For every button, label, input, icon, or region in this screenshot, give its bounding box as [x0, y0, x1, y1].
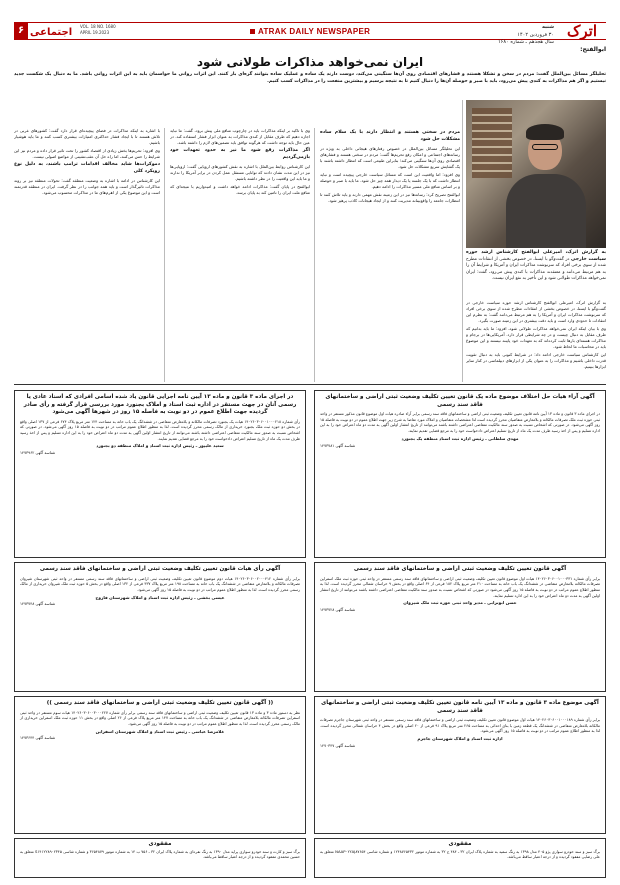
lost-notice	[314, 838, 606, 878]
person-body-shape	[506, 174, 586, 248]
column-heading: اگر مذاکرات رفع شود ما نیز به حدود تعهدات خود بازمی‌گردیم	[170, 148, 310, 161]
weekday: شنبه	[541, 24, 554, 30]
notice-title: (( آگهی قانون تعیین تکلیف وضعیت ثبتی اراضی و ساختمانهای فاقد سند رسمی ))	[46, 700, 274, 706]
column-divider	[314, 128, 315, 382]
notice-code: شناسه آگهی ۱۴۷۳۹۶۲	[20, 450, 56, 456]
paper-name	[250, 27, 370, 38]
article-headline: ایران نمی‌خواهد مذاکرات طولانی شود	[196, 55, 424, 69]
notice-code: شناسه آگهی ۱۴۷۳۷۲۸	[320, 606, 356, 612]
notice-title: آگهی آراء هیات حل اختلاف موضوع ماده یک قانون تعیین تکلیف وضعیت ثبتی اراضی و ساختمانهای فاقد سند رسمی	[325, 394, 595, 408]
photo-caption	[466, 250, 606, 282]
legal-notice	[314, 390, 606, 558]
notice-signature: عیسی بخشی ـ رئیس اداره ثبت اسناد و املاک شهرستان فاروج	[95, 594, 225, 600]
column-divider	[462, 100, 463, 382]
lost-notice-body: برگ سبز و کارت و سند خودرو سواری پراید مدل ۱۳۹۰ به رنگ نقره‌ای به شماره پلاک ایران ۳۲ ـ ۷۵۶ ب ۱۴ به شماره موتور ۳۶۵۴۸۷۹ و شماره شاسی S۱۴۱۲۲۸۹۰۲۳۴۵ متعلق به حسین محمدی مفقود گردیده و از درجه اعتبار ساقط می‌باشد.	[20, 848, 300, 860]
paragraph: ابوالفتح تصریح کرد: رسانه‌ها نیز در این زمینه نقش مهمی دارند و باید تلاش کنند تا انتظارات جامعه را واقع‌بینانه مدیریت کنند و از ایجاد هیجانات کاذب پرهیز شود.	[320, 192, 460, 204]
paragraph: وی افزود: اما واقعیت این است که مسائل سیاست خارجی پیچیده است و نباید انتظار داشت که با یک جلسه یا یک دیدار همه چیز حل شود. ما باید با صبر و حوصله و بر اساس منافع ملی مسیر مذاکرات را ادامه دهیم.	[320, 172, 460, 190]
date-block	[498, 24, 554, 47]
notice-signature: غلامرضا عباسی ـ رئیس ثبت اسناد و املاک شهرستان اسفراین	[95, 728, 225, 734]
article-column-1	[466, 300, 606, 382]
article-column-2	[320, 128, 460, 382]
legal-notice	[14, 696, 306, 834]
notice-body: در اجرای ماده ۳ قانون و ماده ۱۳ آیین نامه قانون تعیین تکلیف وضعیت ثبتی اراضی و ساختمانهای فاقد سند رسمی برابر آراء صادره هیات اول موضوع قانون مذکور مستقر در واحد ثبتی حوزه ثبت ملک تصرفات مالکانه و بلامعارض متقاضیان محرز گردیده است لذا مشخصات متقاضیان و املاک مورد تقاضا به شرح زیر جهت اطلاع عموم در دو نوبت به فاصله ۱۵ روز آگهی می‌شود. در صورتی که اشخاص نسبت به صدور سند مالکیت متقاضی اعتراضی داشته باشند می‌توانند از تاریخ انتشار اولین آگهی به مدت دو ماه اعتراض خود را به این اداره تسلیم و پس از اخذ رسید ظرف مدت یک ماه از تاریخ تسلیم اعتراض دادخواست خود را به مرجع قضایی تقدیم نمایند.	[320, 411, 601, 434]
lost-notice	[14, 838, 306, 878]
notice-body: نظر به دستور ماده ۳ و ماده ۱۳ قانون تعیین تکلیف وضعیت ثبتی اراضی و ساختمانهای فاقد سند رسمی برابر رأی شماره ۱۴۰۲۶۰۳۰۶۰۰۳۰۰۰۲۲۷ هیات سوم مستقر در واحد ثبتی اسفراین تصرفات مالکانه بلامعارض متقاضی در ششدانگ یک باب خانه به مساحت ۱۴۷ متر مربع پلاک فرعی از ۲۶ اصلی واقع در بخش ۱۱ حوزه ثبت ملک اسفراین خریداری از مالک رسمی محرز گردیده است. لذا به منظور اطلاع عموم مراتب در دو نوبت به فاصله ۱۵ روز آگهی می‌شود.	[20, 709, 300, 726]
newspaper-logo: اترک	[566, 22, 598, 40]
interviewee-photo	[466, 100, 606, 248]
square-icon	[250, 29, 255, 34]
person-hair-shape	[526, 124, 564, 140]
article-column-3	[170, 128, 310, 382]
notice-signature: اداره ثبت اسناد و املاک شهرستان جاجرم	[417, 736, 503, 742]
notice-body: رأی شماره ۱۴۰۲۶۰۳۰۶۰۰۱۰۰۰۲۱۸ هیات یک بجنورد تصرفات مالکانه و بلامعارض متقاضی در ششدانگ یک باب خانه به مساحت ۱۲۴ متر مربع پلاک ۶۷۴ فرعی از ۱۳۷ اصلی واقع در بخش دو حوزه ثبت ملک بجنورد خریداری از مالک رسمی محرز گردیده است. لذا به منظور اطلاع عموم مراتب در دو نوبت به فاصله ۱۵ روز آگهی می‌شود. در صورتی که اشخاص نسبت به صدور سند مالکیت متقاضی اعتراضی داشته باشند می‌توانند از تاریخ انتشار اولین آگهی به مدت دو ماه اعتراض خود را به این اداره تسلیم و پس از اخذ رسید ظرف مدت یک ماه از تاریخ تسلیم اعتراض دادخواست خود را به مرجع قضایی تقدیم نمایند.	[20, 418, 300, 441]
notice-code: شناسه آگهی ۱۴۷۳۷۸۱	[320, 442, 356, 448]
issue-number: سال هجدهم ـ شماره ۱۶۸۰	[497, 39, 554, 45]
paragraph: به گزارش اترک، امیرعلی ابوالفتح کارشناس ارشد حوزه سیاست خارجی در گفت‌وگو با ایسنا، در خصوص بخشی از انتقادات مطرح شده از سوی برخی افراد که سرنوشت مذاکرات ایران و آمریکا را به هم مرتبط می‌دانند گفت: به نظرم این انتقادات تا حدودی وارد است و باید دقت بیشتری در این زمینه صورت بگیرد.	[466, 300, 606, 324]
notice-code: شناسه آگهی ۱۴۷۰۳۴۷	[320, 742, 356, 748]
bookshelf-shape	[472, 108, 512, 178]
paragraph: ابوالفتح در پایان گفت: مذاکرات ادامه خواهد داشت و امیدواریم با نتیجه‌ای که منافع ملت ایران را تامین کند به پایان برسد.	[170, 184, 310, 196]
paragraph: این کارشناس سیاست خارجی ادامه داد: در شرایط کنونی باید به دنبال تقویت قدرت داخلی باشیم و مذاکرات را به عنوان یکی از ابزارهای دیپلماسی در کنار سایر ابزارها ببینیم.	[466, 352, 606, 370]
paragraph: وی افزود: تحریم‌ها بخش زیادی از اقتصاد کشور را تحت تاثیر قرار داده و مردم نیز این شرایط را حس می‌کنند، اما راه حل آن عقب‌نشینی از مواضع اصولی نیست.	[14, 148, 160, 160]
notice-title: آگهی قانون تعیین تکلیف وضعیت ثبتی اراضی و ساختمانهای فاقد سند رسمی	[353, 566, 567, 572]
article-column-4	[14, 128, 160, 382]
notice-title: آگهی رأی هیات قانون تعیین تکلیف وضعیت ثبتی اراضی و ساختمانهای فاقد سند رسمی	[39, 566, 281, 572]
section-name: اجتماعی	[30, 27, 73, 38]
legal-notice	[314, 562, 606, 692]
notice-title: در اجرای ماده ۳ قانون و ماده ۱۳ آیین نامه اجرایی قانون یاد شده اسامی افرادی که اسناد عادی یا رسمی آنان در جهت مستقر در اداره ثبت اسناد و املاک بجنورد مورد بررسی قرار گرفته و رأی صادر گردیده جهت اطلاع عموم در دو نوبت به فاصله ۱۵ روز در شهرها آگهی می‌شود	[23, 394, 297, 416]
date-fa: ۳۰ فروردین ۱۴۰۲	[517, 31, 554, 38]
notice-code: شناسه آگهی ۱۴۷۳۷۴۸	[20, 601, 56, 607]
volume-line: VOL. 18 NO. 1680	[80, 24, 116, 29]
notice-signature: حسن ابوترابی ـ مدیر واحد ثبتی حوزه ثبت ملک شیروان	[403, 600, 517, 606]
notice-title: آگهی موضوع ماده ۳ قانون و ماده ۱۳ آیین نامه قانون تعیین تکلیف وضعیت ثبتی اراضی و ساختمانهای فاقد سند رسمی	[321, 700, 599, 714]
notice-signature: مهدی سلطانی ـ رئیس اداره ثبت اسناد منطقه یک بجنورد	[401, 435, 519, 441]
date-line-en: APRIL 19.2023	[80, 29, 110, 35]
paper-name-text: ATRAK DAILY NEWSPAPER	[258, 27, 371, 36]
article-kicker: ابوالفتح:	[580, 46, 606, 53]
paragraph: این تحلیلگر مسائل بین‌الملل در خصوص رفتارهای هیجانی داخلی به ویژه در رسانه‌های اجتماعی و امکان رفع تحریم‌ها گفت: مردم در سختی هستند و فشارهای اقتصادی روی آن‌ها سنگینی می‌کند؛ بنابراین طبیعی است که انتظار داشته باشند با یک گشایش سریع مشکلات حل شود.	[320, 145, 460, 170]
notice-body: برابر رأی شماره ۱۴۰۲۶۰۳۰۶۰۰۱۰۰۰۳۳۱ هیات اول موضوع قانون تعیین تکلیف وضعیت ثبتی اراضی و ساختمانهای فاقد سند رسمی مستقر در واحد ثبتی حوزه ثبت ملک اسفراین تصرفات مالکانه بلامعارض متقاضی در ششدانگ یک باب خانه به مساحت ۲۱۰ متر مربع پلاک ۱۸۲ فرعی از ۶۴ اصلی واقع در بخش ۹ خراسان شمالی محرز گردیده است. لذا به منظور اطلاع عموم مراتب در دو نوبت به فاصله ۱۵ روز آگهی می‌شود در صورتی که اشخاص نسبت به صدور سند مالکیت متقاضی اعتراضی داشته باشند می‌توانند از تاریخ انتشار اولین آگهی به مدت دو ماه اعتراض خود را به این اداره تسلیم نمایند.	[320, 575, 601, 598]
notice-body: برابر رأی شماره ۱۴۰۲۶۰۳۰۶۰۰۱۰۰۰۱۸۹ هیات اول موضوع قانون تعیین تکلیف وضعیت ثبتی اراضی و ساختمانهای فاقد سند رسمی مستقر در واحد ثبتی شهرستان جاجرم تصرفات مالکانه بلامعارض متقاضی در ششدانگ یک قطعه زمین با بنای احداثی به مساحت ۲۶۵ متر مربع پلاک ۹۱ فرعی از ۲۰ اصلی واقع در بخش ۴ خراسان شمالی محرز گردیده است. لذا به منظور اطلاع عموم مراتب در دو نوبت به فاصله ۱۵ روز آگهی می‌شود.	[320, 717, 601, 734]
paragraph: این کارشناس در ادامه با اشاره به وضعیت منطقه گفت: تحولات منطقه نیز بر روند مذاکرات تاثیرگذار است و باید همه جوانب را در نظر گرفت. ایران در منطقه قدرتمند است و این موضوع یکی از اهرم‌های ما در مذاکرات محسوب می‌شود.	[14, 178, 160, 196]
column-heading: دموکرات‌ها شاید مخالف اقدامات ترامپ باشند، به دلیل نوع رویکرد کلی	[14, 162, 160, 175]
legal-notice	[14, 562, 306, 692]
section-divider	[14, 384, 606, 385]
notice-code: شناسه آگهی ۱۴۷۳۶۴۴	[20, 735, 56, 741]
paragraph: با اشاره به اینکه مذاکرات در فضای پیچیده‌ای قرار دارد گفت: کشورهای غربی در تلاش هستند تا با ایجاد فشار حداکثری امتیازات بیشتری کسب کنند و ما باید هوشیار باشیم.	[14, 128, 160, 146]
notice-body: برابر رأی شماره ۱۴۰۲۶۰۳۰۶۰۰۲۰۰۰۴۱۲ هیات دوم موضوع قانون تعیین تکلیف وضعیت ثبتی اراضی و ساختمانهای فاقد سند رسمی مستقر در واحد ثبتی شهرستان شیروان تصرفات مالکانه و بلامعارض متقاضی در ششدانگ یک باب خانه به مساحت ۱۹۸ متر مربع پلاک ۴۳۷ فرعی از ۱۳۲ اصلی واقع در بخش ۵ حوزه ثبت ملک شیروان خریداری از مالک رسمی محرز گردیده است. لذا به منظور اطلاع عموم مراتب در دو نوبت به فاصله ۱۵ روز آگهی می‌شود.	[20, 575, 300, 592]
notice-signature: سعید علیپور ـ رئیس اداره ثبت اسناد و املاک منطقه دو بجنورد	[96, 443, 224, 449]
paragraph: وی با بیان اینکه ایران نمی‌خواهد مذاکرات طولانی شود، افزود: ما باید بدانیم که طرف مقابل به دنبال چیست و در چه شرایطی قرار دارد. آمریکایی‌ها در برجام و مذاکرات هسته‌ای بارها ثابت کرده‌اند که به تعهدات خود پایبند نیستند و این موضوع باید در محاسبات ما لحاظ شود.	[466, 326, 606, 350]
column-divider	[164, 128, 165, 382]
lost-notice-title: مفقودی	[148, 841, 172, 847]
legal-notice	[314, 696, 606, 834]
volume-info	[80, 24, 116, 35]
paragraph: این کارشناس روابط بین‌الملل با اشاره به نقش کشورهای اروپایی گفت: اروپایی‌ها نیز در این مدت نشان دادند که توانایی مستقل عمل کردن در برابر آمریکا را ندارند و ما باید این واقعیت را در نظر داشته باشیم.	[170, 164, 310, 182]
caption-title: به گزارش اترک، امیرعلی ابوالفتح کارشناس ارشد حوزه سیاست خارجی	[466, 250, 606, 262]
lost-notice-title: مفقودی	[448, 841, 472, 847]
glasses-shape	[532, 144, 558, 150]
legal-notice	[14, 390, 306, 558]
article-lead: تحلیلگر مسائل بین‌الملل گفت: مردم در سخن و تشکلا هستند و فشارهای اقتصادی روی آن‌ها سنگینی می‌کند، دوست دارند یک ساده و عملیک ساده بتوانند گره‌ای باز کنند. این اثرات روانی ما حواسمان باید به این اثرات روانی باشد. ما به دنبال یک شکست جدید نیستیم و اگر هم مذاکرات به کندی پیش می‌رود، باید با صبر و حوصله آن‌ها را دنبال کنیم تا به نتیجه برسیم و بیشترین منفعت را در مذاکرات کسب کنیم.	[14, 72, 606, 84]
column-heading: مردم در سختی هستند و انتظار دارند با یک سلام ساده مشکلات حل شود	[320, 130, 460, 142]
caption-body: در گفت‌وگو با ایسنا، در خصوص بخشی از انتقادات مطرح شده از سوی برخی افراد که سرنوشت مذاکرات ایران و آمریکا و شرایط آن را به هم مرتبط می‌دانند و معتقدند مذاکرات با کندی پیش می‌رود، گفت: ایران نمی‌خواهد مذاکرات طولانی شود و این تأخیر به نفع ایران نیست.	[466, 256, 606, 281]
page-number: ۶	[14, 23, 28, 39]
lost-notice-body: برگ سبز و سند خودرو سواری پژو ۴۰۵ مدل ۱۳۹۸ به رنگ سفید به شماره پلاک ایران ۳۲ ـ ۴۸۴ ج ۳۲ به شماره موتور ۱۲۴۸۷۶۵۴۳۲ و شماره شاسی NAAP۰۲۲AJ۸۷۶۵۴ متعلق به علی رضایی مفقود گردیده و از درجه اعتبار ساقط می‌باشد.	[320, 848, 601, 860]
paragraph: وی با تاکید بر اینکه مذاکرات باید در چارچوب منافع ملی پیش برود، گفت: ما نباید اجازه دهیم که طرف مقابل از کندی مذاکرات به عنوان ابزار فشار استفاده کند. در عین حال باید توجه داشت که هرگونه توافق باید تضمین‌های لازم را داشته باشد.	[170, 128, 310, 146]
